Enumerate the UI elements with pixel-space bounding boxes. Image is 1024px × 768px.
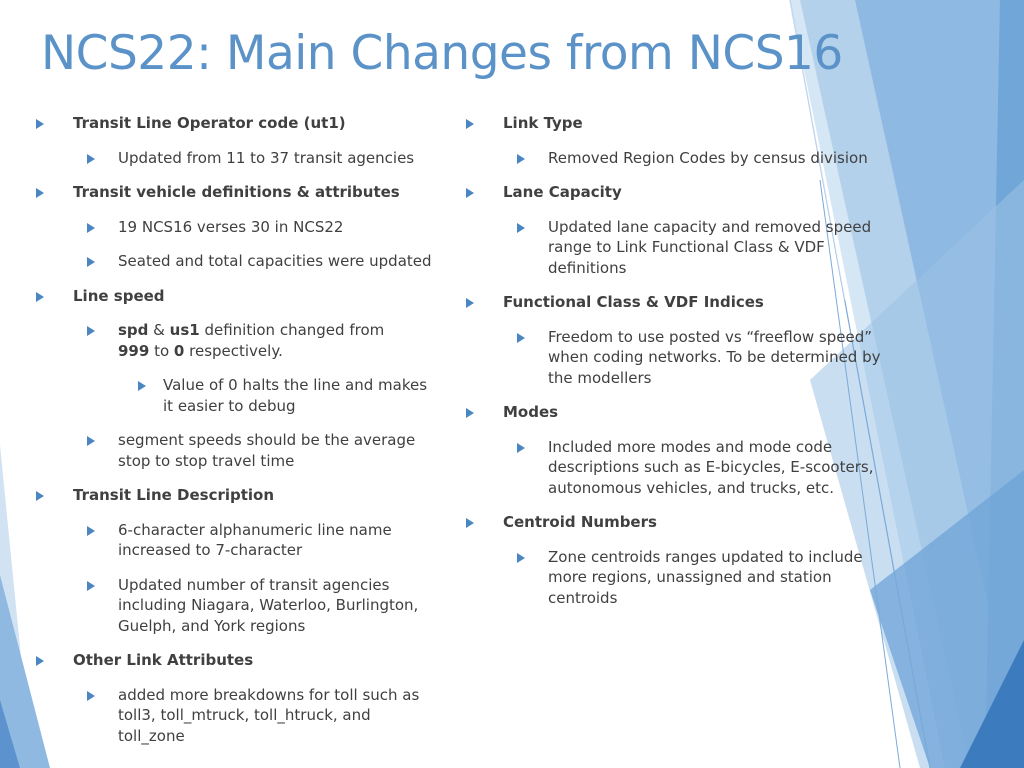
bullet-arrow-icon <box>466 408 474 418</box>
bullet-arrow-icon <box>87 526 95 536</box>
bullet-arrow-icon <box>87 154 95 164</box>
bullet-arrow-icon <box>36 188 44 198</box>
bullet-lane-capacity <box>466 182 896 203</box>
bullet-centroid-numbers <box>466 512 896 533</box>
bullet-arrow-icon <box>517 223 525 233</box>
sub-bullet-lane-capacity <box>466 217 878 279</box>
bullet-arrow-icon <box>517 443 525 453</box>
bullet-arrow-icon <box>466 188 474 198</box>
heading-functional-class: Functional Class & VDF Indices <box>503 293 764 311</box>
bullet-arrow-icon <box>87 223 95 233</box>
bullet-arrow-icon <box>36 292 44 302</box>
text-to: to <box>149 341 174 360</box>
sub-sub-bullet-halts <box>36 375 433 416</box>
bullet-arrow-icon <box>466 518 474 528</box>
bullet-arrow-icon <box>517 154 525 164</box>
bullet-line-description <box>36 485 456 506</box>
sub-bullet-toll <box>36 685 428 747</box>
bullet-arrow-icon <box>36 119 44 129</box>
bullet-arrow-icon <box>466 119 474 129</box>
text-respectively: respectively. <box>184 341 283 360</box>
text-999: 999 <box>118 341 150 360</box>
heading-vehicle-definitions: Transit vehicle definitions & attributes <box>73 183 400 201</box>
bullet-arrow-icon <box>138 381 146 391</box>
bullet-link-type <box>466 113 896 134</box>
text-us1: us1 <box>169 321 200 339</box>
text-line-name: 6-character alphanumeric line name increased to 7-character <box>118 520 392 559</box>
text-zero: 0 <box>173 341 185 360</box>
heading-line-description: Transit Line Description <box>73 486 275 504</box>
bullet-arrow-icon <box>87 691 95 701</box>
sub-bullet-agencies <box>36 148 456 169</box>
bullet-arrow-icon <box>87 326 95 336</box>
text-vehicle-count: 19 NCS16 verses 30 in NCS22 <box>118 217 344 236</box>
bullet-arrow-icon <box>466 298 474 308</box>
bullet-functional-class <box>466 292 896 313</box>
sub-bullet-vehicle-count <box>36 217 456 238</box>
bullet-arrow-icon <box>517 553 525 563</box>
heading-modes: Modes <box>503 403 559 421</box>
text-spd-us1 <box>118 320 418 361</box>
bullet-vehicle-definitions <box>36 182 456 203</box>
slide-title: NCS22: Main Changes from NCS16 <box>41 26 843 81</box>
sub-bullet-zone-centroids <box>466 547 878 609</box>
text-agency-regions: Updated number of transit agencies including Niagara, Waterloo, Burlington, Guelph, and York regions <box>118 575 419 635</box>
sub-bullet-more-modes <box>466 437 893 499</box>
text-spd: spd <box>118 321 149 339</box>
bullet-other-link-attributes <box>36 650 456 671</box>
bullet-arrow-icon <box>87 581 95 591</box>
bullet-arrow-icon <box>36 491 44 501</box>
bullet-line-speed <box>36 286 456 307</box>
heading-other-link-attributes: Other Link Attributes <box>73 651 254 669</box>
text-segment-speeds: segment speeds should be the average stop to stop travel time <box>118 431 416 470</box>
heading-operator-code: Transit Line Operator code (ut1) <box>73 114 346 132</box>
heading-centroid-numbers: Centroid Numbers <box>503 513 657 531</box>
bullet-arrow-icon <box>517 333 525 343</box>
text-region-codes: Removed Region Codes by census division <box>548 148 868 167</box>
sub-bullet-agency-regions <box>36 575 428 637</box>
heading-link-type: Link Type <box>503 114 583 132</box>
sub-bullet-segment-speeds <box>36 430 418 471</box>
text-freeflow: Freedom to use posted vs “freeflow speed” when coding networks. To be determined by the modellers <box>548 327 881 387</box>
bullet-arrow-icon <box>36 656 44 666</box>
sub-bullet-spd-us1 <box>36 320 418 361</box>
bullet-arrow-icon <box>87 257 95 267</box>
text-toll: added more breakdowns for toll such as toll3, toll_mtruck, toll_htruck, and toll_zone <box>118 685 420 745</box>
sub-bullet-region-codes <box>466 148 896 169</box>
sub-bullet-freeflow <box>466 327 883 389</box>
right-content-column <box>466 113 896 608</box>
text-zone-centroids: Zone centroids ranges updated to include more regions, unassigned and station centroids <box>548 547 863 607</box>
text-amp: & <box>148 321 170 339</box>
text-halts: Value of 0 halts the line and makes it easier to debug <box>163 376 428 415</box>
heading-lane-capacity: Lane Capacity <box>503 183 622 201</box>
text-more-modes: Included more modes and mode code descriptions such as E-bicycles, E-scooters, autonomous vehicles, and trucks, etc. <box>548 437 874 497</box>
left-content-column <box>36 113 456 746</box>
text-agencies: Updated from 11 to 37 transit agencies <box>118 148 415 167</box>
text-changed: definition changed from <box>199 321 385 339</box>
sub-bullet-capacities <box>36 251 456 272</box>
bullet-operator-code <box>36 113 456 134</box>
text-lane-capacity: Updated lane capacity and removed speed range to Link Functional Class & VDF definitions <box>548 217 872 277</box>
text-capacities: Seated and total capacities were updated <box>118 252 432 270</box>
bullet-arrow-icon <box>87 436 95 446</box>
sub-bullet-line-name <box>36 520 418 561</box>
bullet-modes <box>466 402 896 423</box>
heading-line-speed: Line speed <box>73 286 165 305</box>
